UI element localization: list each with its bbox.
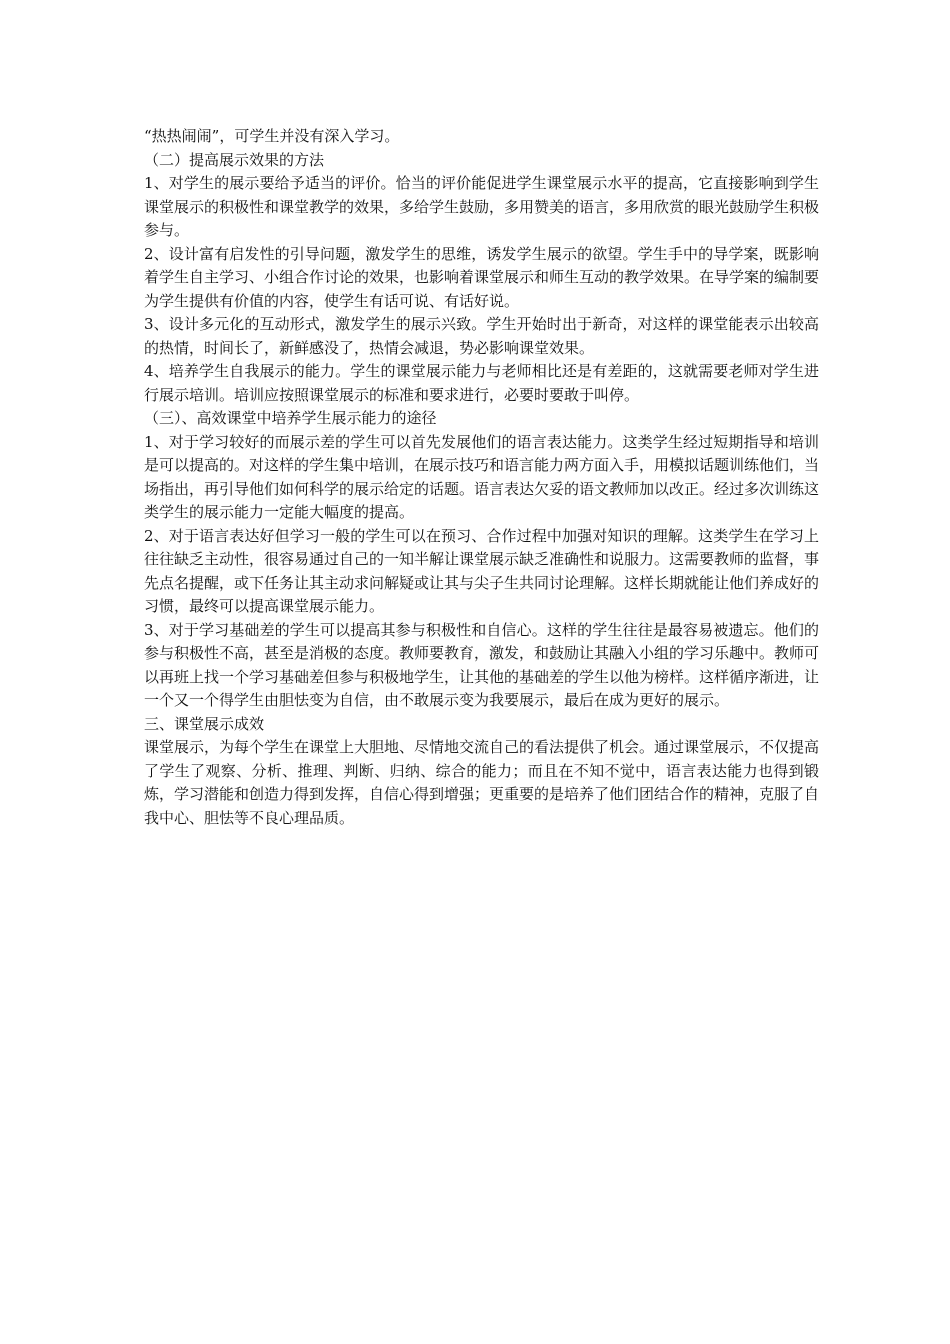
paragraph-approach-1: 1、对于学习较好的而展示差的学生可以首先发展他们的语言表达能力。这类学生经过短期指导和培训是可以提高的。对这样的学生集中培训，在展示技巧和语言能力两方面入手，用模拟话题训练他们，当场指出，再引导他们如何科学的展示给定的话题。语言表达欠妥的语文教师加以改正。经过多次训练这类学生的展示能力一定能大幅度的提高。 [144,432,820,521]
paragraph-method-1: 1、对学生的展示要给予适当的评价。恰当的评价能促进学生课堂展示水平的提高，它直接影响到学生课堂展示的积极性和课堂教学的效果，多给学生鼓励，多用赞美的语言，多用欣赏的眼光鼓励学生积极参与。 [144,174,820,239]
paragraph-method-4: 4、培养学生自我展示的能力。学生的课堂展示能力与老师相比还是有差距的，这就需要老师对学生进行展示培训。培训应按照课堂展示的标准和要求进行，必要时要敢于叫停。 [144,362,819,404]
paragraph-continuation: “热热闹闹”，可学生并没有深入学习。 [144,127,400,145]
paragraph-approach-3: 3、对于学习基础差的学生可以提高其参与积极性和自信心。这样的学生往往是最容易被遗忘。他们的参与积极性不高，甚至是消极的态度。教师要教育，激发，和鼓励让其融入小组的学习乐趣中。教师可以再班上找一个学习基础差但参与积极地学生，让其他的基础差的学生以他为榜样。这样循序渐进，让一个又一个得学生由胆怯变为自信，由不敢展示变为我要展示，最后在成为更好的展示。 [144,620,820,709]
paragraph-results: 课堂展示，为每个学生在课堂上大胆地、尽情地交流自己的看法提供了机会。通过课堂展示，不仅提高了学生了观察、分析、推理、判断、归纳、综合的能力；而且在不知不觉中，语言表达能力也得到锻炼，学习潜能和创造力得到发挥，自信心得到增强；更重要的是培养了他们团结合作的精神，克服了自我中心、胆怯等不良心理品质。 [144,738,820,827]
section-heading-3: （三）、高效课堂中培养学生展示能力的途径 [144,409,437,427]
section-heading-2: （二）提高展示效果的方法 [144,150,325,169]
paragraph-method-3: 3、设计多元化的互动形式，激发学生的展示兴致。学生开始时出于新奇，对这样的课堂能表示出较高的热情，时间长了，新鲜感没了，热情会减退，势必影响课堂效果。 [144,315,819,357]
section-heading-results: 三、课堂展示成效 [144,714,265,733]
document-body [144,125,819,830]
paragraph-method-2: 2、设计富有启发性的引导问题，激发学生的思维，诱发学生展示的欲望。学生手中的导学案，既影响着学生自主学习、小组合作讨论的效果，也影响着课堂展示和师生互动的教学效果。在导学案的编制要为学生提供有价值的内容，使学生有话可说、有话好说。 [144,244,820,310]
paragraph-approach-2: 2、对于语言表达好但学习一般的学生可以在预习、合作过程中加强对知识的理解。这类学生在学习上往往缺乏主动性，很容易通过自己的一知半解让课堂展示缺乏准确性和说服力。这需要教师的监督，事先点名提醒，或下任务让其主动求问解疑或让其与尖子生共同讨论理解。这样长期就能让他们养成好的习惯，最终可以提高课堂展示能力。 [144,526,820,615]
